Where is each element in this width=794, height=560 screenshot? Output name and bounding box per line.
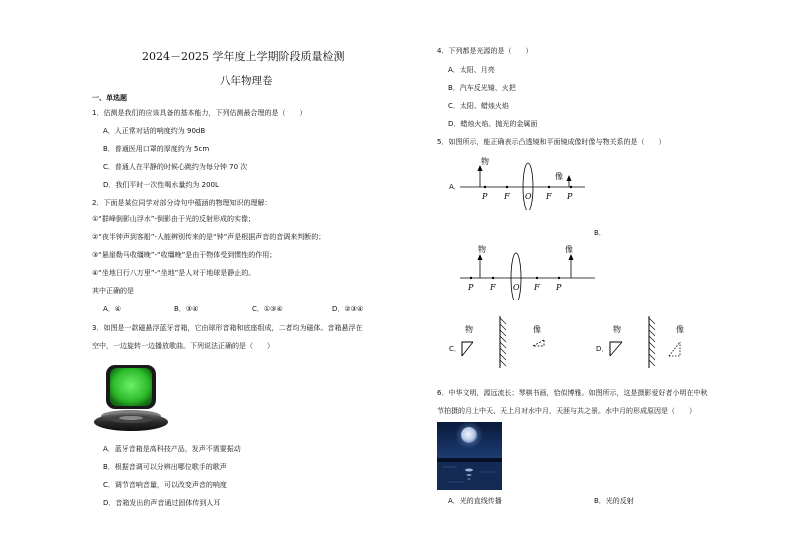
q5-diagram-d — [604, 312, 704, 372]
q5-a-image-label: 像 — [555, 172, 563, 181]
q5-diagram-c — [455, 312, 555, 372]
q1-option-c: C．普通人在平静的时候心跳约为每分钟 70 次 — [103, 163, 248, 171]
q5-label-c: C． — [449, 345, 461, 353]
q3-option-d: D．音箱发出的声音通过固体传到人耳 — [103, 499, 221, 507]
q5-diagram-a — [455, 150, 595, 210]
q6-option-a: A．光的直线传播 — [448, 497, 502, 505]
q2-choice-c: C．①③④ — [252, 305, 283, 313]
q3-stem-line2: 空中，一边旋转一边播放歌曲。下列说法正确的是（ ） — [92, 342, 274, 350]
q2-choice-b: B．③④ — [174, 305, 199, 313]
q5-b-p-left: P — [468, 283, 474, 292]
q5-label-a: A． — [449, 183, 461, 191]
q3-option-a: A．蓝牙音箱是高科技产品，发声不需要振动 — [103, 445, 241, 453]
q1-option-d: D．我们平时一次性喝水量约为 200L — [103, 181, 219, 189]
q1-option-a: A．人正常对话的响度约为 90dB — [103, 127, 206, 135]
q4-option-a: A．太阳、月亮 — [448, 66, 495, 74]
exam-title: 2024－2025 学年度上学期阶段质量检测 — [142, 50, 345, 63]
q5-b-image-label: 像 — [565, 245, 573, 254]
q2-choice-d: D．②③④ — [332, 305, 364, 313]
q2-choice-a: A．④ — [103, 305, 122, 313]
q4-stem: 4．下列都是光源的是（ ） — [437, 47, 533, 55]
q5-a-f-right: F — [546, 192, 552, 201]
q5-a-o: O — [525, 192, 532, 201]
moon-photo — [437, 422, 502, 490]
q6-stem-line2: 节拍摄的月上中天、天上月对水中月，天涯与共之景。水中月的形成原因是（ ） — [437, 407, 696, 415]
q6-stem-line1: 6．中华文明，源远流长；琴棋书画，恰似博雅。如图所示，这是摄影爱好者小明在中秋 — [437, 389, 708, 397]
q2-item-4: ④“坐地日行八万里”-“坐地”是人对于地球是静止的。 — [92, 269, 256, 277]
q6-option-b: B．光的反射 — [594, 497, 634, 505]
q2-prompt: 其中正确的是 — [92, 287, 134, 295]
q2-item-3: ③“悬崖勒马收缰晚”-“收缰晚”是由于物体受到惯性的作用； — [92, 251, 277, 259]
q4-option-c: C．太阳、蜡烛火焰 — [448, 102, 509, 110]
q5-label-d: D． — [596, 345, 609, 353]
q3-option-b: B．根据音调可以分辨出哪位歌手的歌声 — [103, 463, 227, 471]
q5-a-p-right: P — [567, 192, 573, 201]
q2-item-1: ①“群峰倒影山浮水”-倒影由于光的反射形成的实像； — [92, 215, 256, 223]
q5-label-b: B． — [594, 229, 606, 237]
q5-c-object-label: 物 — [465, 325, 473, 334]
q5-b-f-right: F — [534, 283, 540, 292]
q5-d-image-label: 像 — [676, 325, 684, 334]
q3-option-c: C．调节音响音量，可以改变声音的响度 — [103, 481, 227, 489]
speaker-image — [92, 360, 174, 438]
q5-b-o: O — [513, 283, 520, 292]
q4-option-d: D．蜡烛火焰、抛光的金属面 — [448, 120, 538, 128]
q5-c-image-label: 像 — [533, 325, 541, 334]
q2-item-2: ②“夜半钟声到客船”-人能辨别传来的是“钟”声是根据声音的音调来判断的； — [92, 233, 326, 241]
q5-a-p-left: P — [482, 192, 488, 201]
q1-stem: 1．估测是我们的应该具备的基本能力，下列估测最合理的是（ ） — [92, 109, 307, 117]
q5-diagram-b — [455, 240, 605, 300]
q1-option-b: B．普通医用口罩的厚度约为 5cm — [103, 145, 210, 153]
q4-option-b: B．汽车反光镜、火把 — [448, 84, 516, 92]
q3-stem-line1: 3．如图是一款磁悬浮蓝牙音箱，它由球形音箱和底座组成，二者均为磁体。音箱悬浮在 — [92, 324, 363, 332]
q5-b-object-label: 物 — [478, 245, 486, 254]
q5-a-f-left: F — [504, 192, 510, 201]
q5-a-object-label: 物 — [481, 157, 489, 166]
section-heading: 一、单选题 — [92, 94, 127, 102]
q5-stem: 5．如图所示，能正确表示凸透镜和平面镜成像时像与物关系的是（ ） — [437, 138, 666, 146]
q5-b-p-right: P — [556, 283, 562, 292]
q5-b-f-left: F — [490, 283, 496, 292]
exam-subtitle: 八年物理卷 — [220, 75, 273, 87]
q5-d-object-label: 物 — [613, 325, 621, 334]
q2-stem: 2．下面是某位同学对部分诗句中蕴涵的物理知识的理解： — [92, 199, 272, 207]
